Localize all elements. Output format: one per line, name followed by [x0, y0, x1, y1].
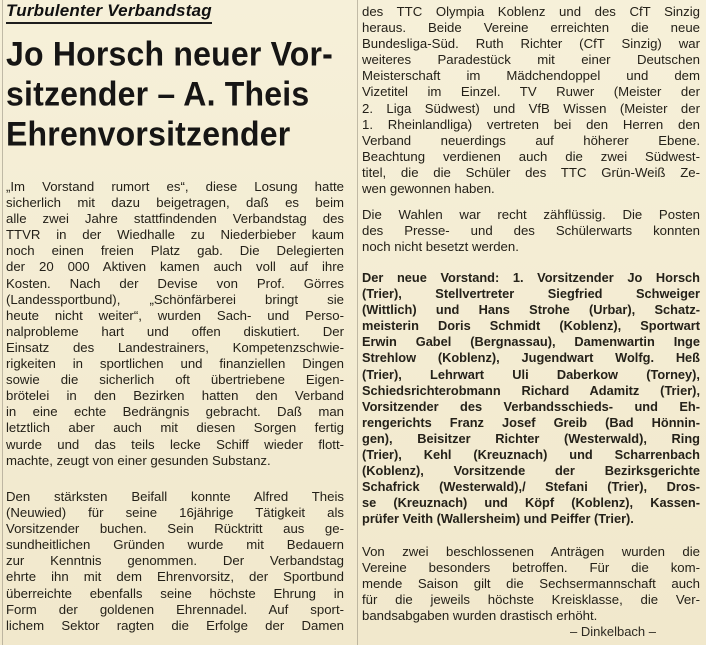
text-line: (Trier), Kehl (Kreuznach) und Scharrenbach — [362, 447, 700, 463]
text-line: gen), Beisitzer Richter (Westerwald), Ring — [362, 430, 700, 446]
text-line: 2. Liga Südwest) und VfB Wissen (Meister der — [362, 100, 700, 116]
text-line: Bundesliga-Süd. Ruth Richter (CfT Sinzig) war — [362, 36, 700, 52]
text-line: lichem Sektor ragten die Erfolge der Damen — [6, 617, 344, 633]
text-line: „Im Vorstand rumort es“, diese Losung hatte — [6, 179, 344, 194]
kicker-heading: Turbulenter Verbandstag — [6, 1, 212, 24]
text-line: wurde und das teils lecke Schiff wieder flott- — [6, 436, 344, 452]
text-line: heute nicht weiter“, wurden Sach- und Perso- — [6, 307, 344, 323]
text-line: prüfer Veith (Wallersheim) und Peiffer (Trier). — [362, 511, 634, 527]
text-line: überreichte ebenfalls seine höchste Ehrung in — [6, 585, 344, 601]
headline-line: Ehrenvorsitzender — [6, 114, 291, 154]
right-paragraph-2 — [362, 207, 700, 255]
text-line: se (Kreuznach) und Köpf (Koblenz), Kassen- — [362, 495, 700, 511]
text-line: weiteres Paradestück mit einer Deutschen — [362, 52, 700, 68]
text-line: TTVR in der Wiedhalle zu Niederbieber kaum — [6, 227, 344, 243]
text-line: Den stärksten Beifall konnte Alfred Theis — [6, 489, 344, 504]
left-paragraph-1 — [6, 179, 344, 469]
text-line: Vorsitzender des Verbandsschieds- und Eh- — [362, 398, 700, 414]
text-line: (Landessportbund), „Schönfärberei bringt sie — [6, 291, 344, 307]
text-line: des TTC Olympia Koblenz und des CfT Sinzig — [362, 4, 700, 19]
text-line: ehrte ihn mit dem Ehrenvorsitz, der Sportbund — [6, 569, 344, 585]
text-line: bandsabgaben wurden drastisch erhöht. — [362, 608, 598, 624]
text-line: (Wittlich) und Hans Strohe (Urbar), Schatz- — [362, 302, 700, 318]
text-line: (Trier), Lehrwart Uli Daberkow (Torney), — [362, 366, 700, 382]
text-line: Von zwei beschlossenen Anträgen wurden die — [362, 544, 700, 559]
text-line: sowie die sicherlich oft übertriebene Eigen- — [6, 372, 344, 388]
text-line: Verband neuerdings auf höherer Ebene. — [362, 132, 700, 148]
headline — [6, 32, 351, 152]
text-line: (Koblenz), Vorsitzende der Bezirksgerichte — [362, 463, 700, 479]
text-line: Strehlow (Koblenz), Jugendwart Wolfg. Heß — [362, 350, 700, 366]
text-line: sundheitlichen Gründen wurde mit Bedauern — [6, 537, 344, 553]
text-line: in eine echte Bedrängnis gebracht. Daß man — [6, 404, 344, 420]
text-line: 1. Rheinlandliga) vertreten bei den Herren den — [362, 116, 700, 132]
right-paragraph-1 — [362, 4, 700, 197]
headline-line: sitzender – A. Theis — [6, 74, 310, 114]
text-line: Form der goldenen Ehrennadel. Auf sport- — [6, 601, 344, 617]
text-line: brötelei in den Bezirken hatten den Verband — [6, 388, 344, 404]
text-line: alle zwei Jahre stattfindenden Verbandstag des — [6, 211, 344, 227]
text-line: wen gewonnen haben. — [362, 181, 495, 197]
author-signature: – Dinkelbach – — [570, 624, 656, 639]
text-line: Vorsitzender buchen. Sein Rücktritt aus ge- — [6, 521, 344, 537]
text-line: rengerichts Franz Josef Greib (Bad Hönnin- — [362, 414, 700, 430]
text-line: Einsatz des Landestrainers, Kompetenzschwie- — [6, 339, 344, 355]
column-divider — [357, 0, 358, 645]
text-line: nalprobleme hart und offen diskutiert. Der — [6, 323, 344, 339]
text-line: Die Wahlen war recht zähflüssig. Die Posten — [362, 207, 700, 222]
text-line: (Neuwied) für seine 16jährige Tätigkeit als — [6, 505, 344, 521]
text-line: rigkeiten in sportlichen und finanziellen Dingen — [6, 356, 344, 372]
text-line: zur Kenntnis genommen. Der Verbandstag — [6, 553, 344, 569]
text-line: sicherlich mit dazu beigetragen, daß es beim — [6, 195, 344, 211]
text-line: (Trier), Stellvertreter Siegfried Schweiger — [362, 286, 700, 302]
text-line: Schiedsrichterobmann Richard Adamitz (Trier), — [362, 382, 700, 398]
text-line: Kosten. Nach der Devise von Prof. Görres — [6, 275, 344, 291]
text-line: Vereine besonders betroffen. Für die kom- — [362, 560, 700, 576]
text-line: für die jeweils höchste Kreisklasse, die Ver- — [362, 592, 700, 608]
right-paragraph-3 — [362, 544, 700, 624]
text-line: titel, die die Schüler des TTC Grün-Weiß Ze- — [362, 164, 700, 180]
text-line: Erwin Gabel (Bergnassau), Damenwartin Inge — [362, 334, 700, 350]
text-line: noch nicht besetzt werden. — [362, 239, 519, 255]
text-line: mende Saison gilt die Sechsermannschaft auch — [362, 576, 700, 592]
text-line: meisterin Doris Schmidt (Koblenz), Sportwart — [362, 318, 700, 334]
text-line: Schafrick (Westerwald),/ Stefani (Trier), Dros- — [362, 479, 700, 495]
board-list-paragraph — [362, 270, 700, 528]
left-paragraph-2 — [6, 489, 344, 634]
text-line: Beachtung verdienen auch die zwei Südwest- — [362, 148, 700, 164]
text-line: Vizetitel im Einzel. TV Ruwer (Meister der — [362, 84, 700, 100]
headline-line: Jo Horsch neuer Vor- — [6, 34, 334, 74]
text-line: der 20 000 Aktiven kamen auch voll auf ihre — [6, 259, 344, 275]
text-line: Meisterschaft im Mädchendoppel und dem — [362, 68, 700, 84]
text-line: des Presse- und des Schülerwarts konnten — [362, 223, 700, 239]
text-line: letztlich aber auch mit diesen Sorgen fertig — [6, 420, 344, 436]
left-edge-rule — [2, 0, 3, 645]
text-line: heraus. Beide Vereine erreichten die neue — [362, 20, 700, 36]
text-line: machte, zeugt von einer gesunden Substanz. — [6, 452, 271, 468]
text-line: noch einen freien Platz gab. Die Delegierten — [6, 243, 344, 259]
text-line: Der neue Vorstand: 1. Vorsitzender Jo Horsch — [362, 270, 700, 285]
